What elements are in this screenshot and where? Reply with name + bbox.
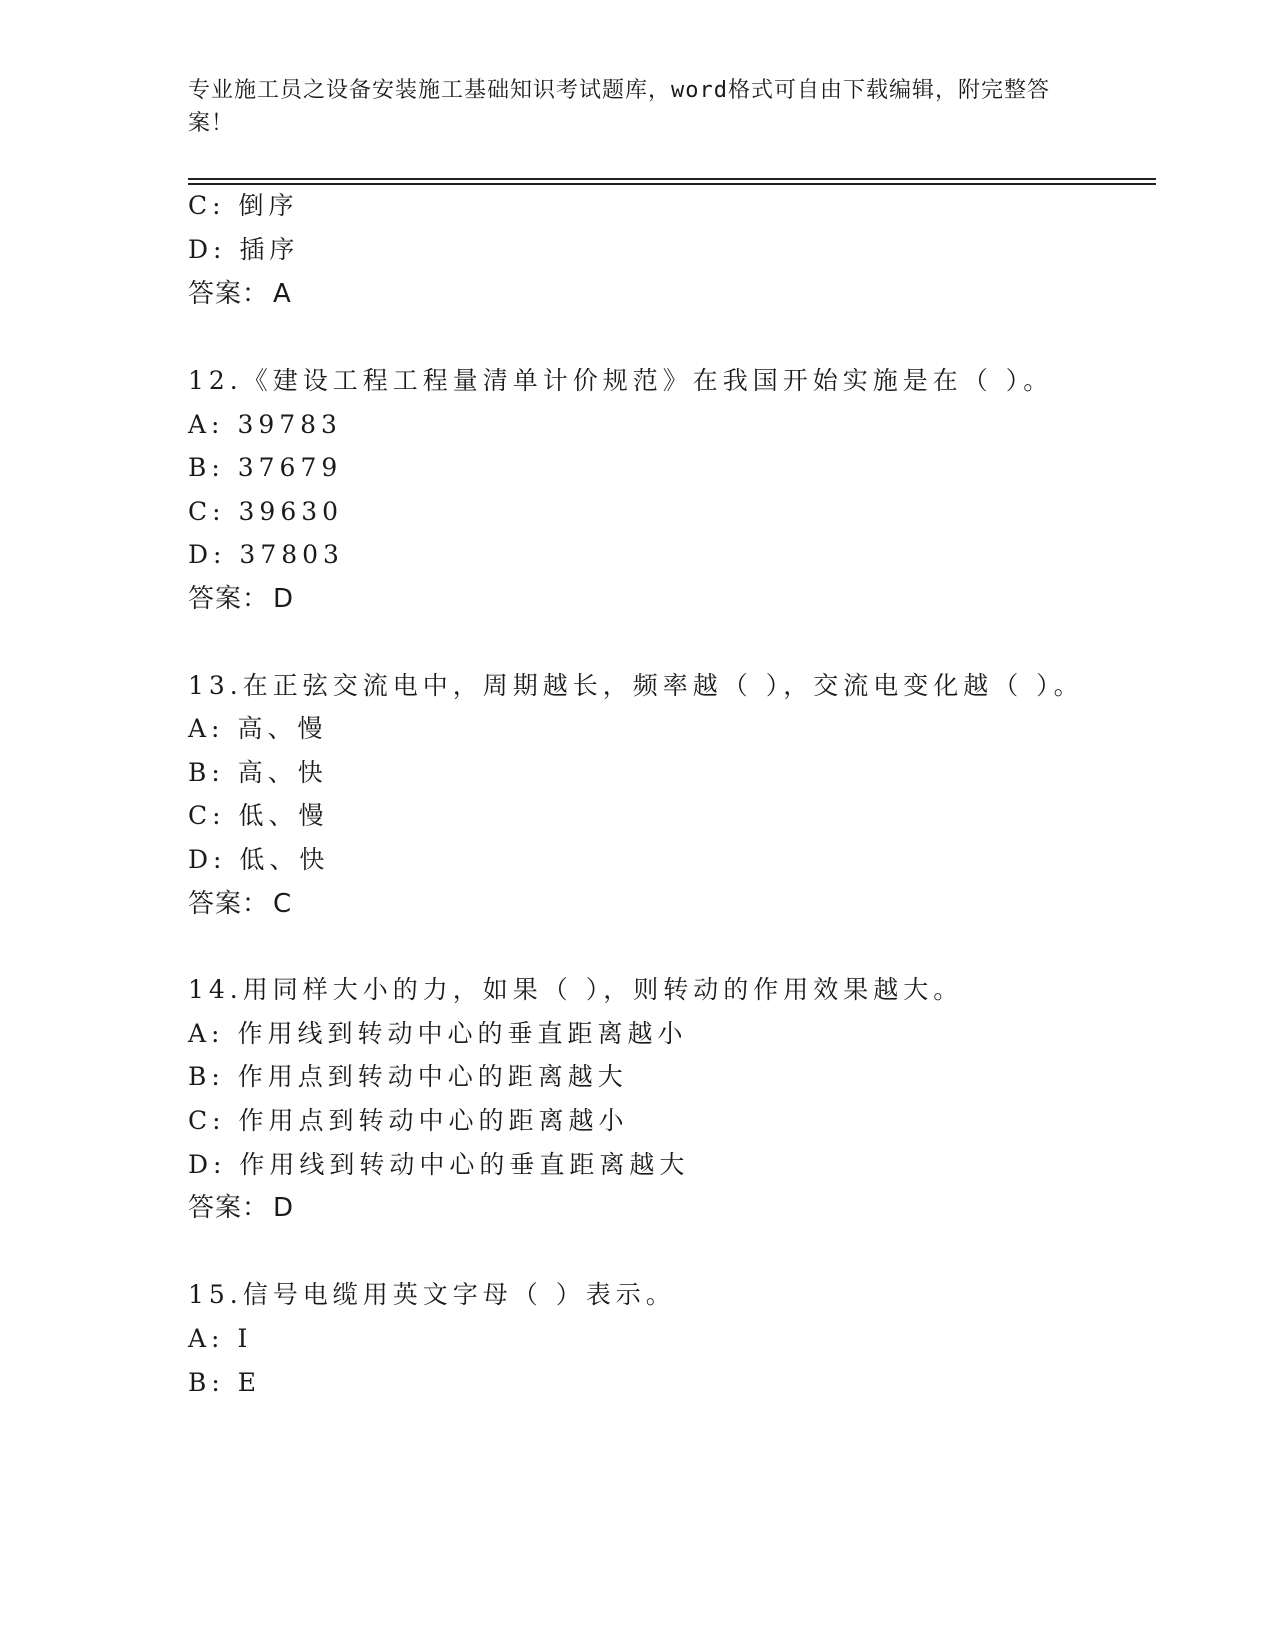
option-letter: B: — [188, 1062, 225, 1091]
option-row — [188, 845, 329, 875]
option-letter: A: — [188, 714, 225, 743]
answer-row — [188, 1193, 294, 1223]
option-letter: A: — [188, 1324, 225, 1353]
answer-label: 答案： — [188, 889, 270, 919]
option-row — [188, 191, 299, 221]
question-stem: 13.在正弦交流电中，周期越长，频率越（ ），交流电变化越（ ）。 — [188, 671, 1084, 700]
option-row — [188, 497, 343, 527]
option-text: 39630 — [238, 497, 344, 526]
option-row — [188, 1106, 629, 1136]
header-text: 专业施工员之设备安装施工基础知识考试题库，word格式可自由下载编辑，附完整答案！ — [188, 78, 1050, 136]
option-text: 倒序 — [238, 191, 299, 220]
option-letter: A: — [188, 410, 225, 439]
option-letter: C: — [188, 1106, 226, 1135]
header-divider-bottom — [188, 183, 1156, 185]
option-letter: D: — [188, 540, 227, 569]
option-text: 39783 — [237, 410, 342, 439]
option-letter: B: — [188, 758, 225, 787]
option-text: 37803 — [239, 540, 344, 569]
option-text: 高、慢 — [237, 714, 328, 743]
option-row — [188, 235, 299, 265]
option-row — [188, 758, 328, 788]
option-text: 37679 — [237, 453, 343, 482]
answer-label: 答案： — [188, 1193, 270, 1223]
option-row — [188, 410, 342, 440]
option-text: E — [237, 1368, 261, 1397]
option-letter: C: — [188, 191, 226, 220]
option-text: 插序 — [239, 235, 300, 264]
header-divider-top — [188, 178, 1156, 180]
option-text: 作用线到转动中心的垂直距离越小 — [237, 1019, 688, 1048]
answer-value: A — [273, 279, 292, 309]
answer-value: C — [273, 889, 293, 919]
option-text: 作用线到转动中心的垂直距离越大 — [239, 1150, 690, 1179]
option-row — [188, 801, 329, 831]
option-text: 作用点到转动中心的距离越小 — [238, 1106, 629, 1135]
option-text: 低、慢 — [238, 801, 329, 830]
question-stem: 12.《建设工程工程量清单计价规范》在我国开始实施是在（ ）。 — [188, 366, 1054, 395]
document-header — [188, 74, 1068, 140]
option-row — [188, 1324, 252, 1354]
answer-label: 答案： — [188, 584, 270, 614]
answer-row — [188, 584, 294, 614]
option-row — [188, 453, 342, 483]
option-row — [188, 540, 344, 570]
option-text: 高、快 — [237, 758, 328, 787]
option-letter: D: — [188, 845, 227, 874]
answer-row — [188, 279, 292, 309]
answer-value: D — [273, 1193, 295, 1223]
option-letter: C: — [188, 801, 226, 830]
option-row — [188, 1062, 628, 1092]
option-letter: D: — [188, 235, 227, 264]
answer-label: 答案： — [188, 279, 270, 309]
answer-row — [188, 889, 292, 919]
option-letter: D: — [188, 1150, 227, 1179]
option-letter: A: — [188, 1019, 225, 1048]
option-row — [188, 1150, 689, 1180]
option-letter: C: — [188, 497, 226, 526]
option-row — [188, 714, 327, 744]
option-row — [188, 1368, 261, 1398]
option-text: 低、快 — [239, 845, 330, 874]
question-stem: 15.信号电缆用英文字母（ ）表示。 — [188, 1280, 676, 1309]
option-text: I — [237, 1324, 253, 1353]
option-text: 作用点到转动中心的距离越大 — [237, 1062, 628, 1091]
option-letter: B: — [188, 453, 225, 482]
answer-value: D — [273, 584, 295, 614]
question-stem: 14.用同样大小的力，如果（ ），则转动的作用效果越大。 — [188, 975, 964, 1004]
option-letter: B: — [188, 1368, 225, 1397]
option-row — [188, 1019, 687, 1049]
